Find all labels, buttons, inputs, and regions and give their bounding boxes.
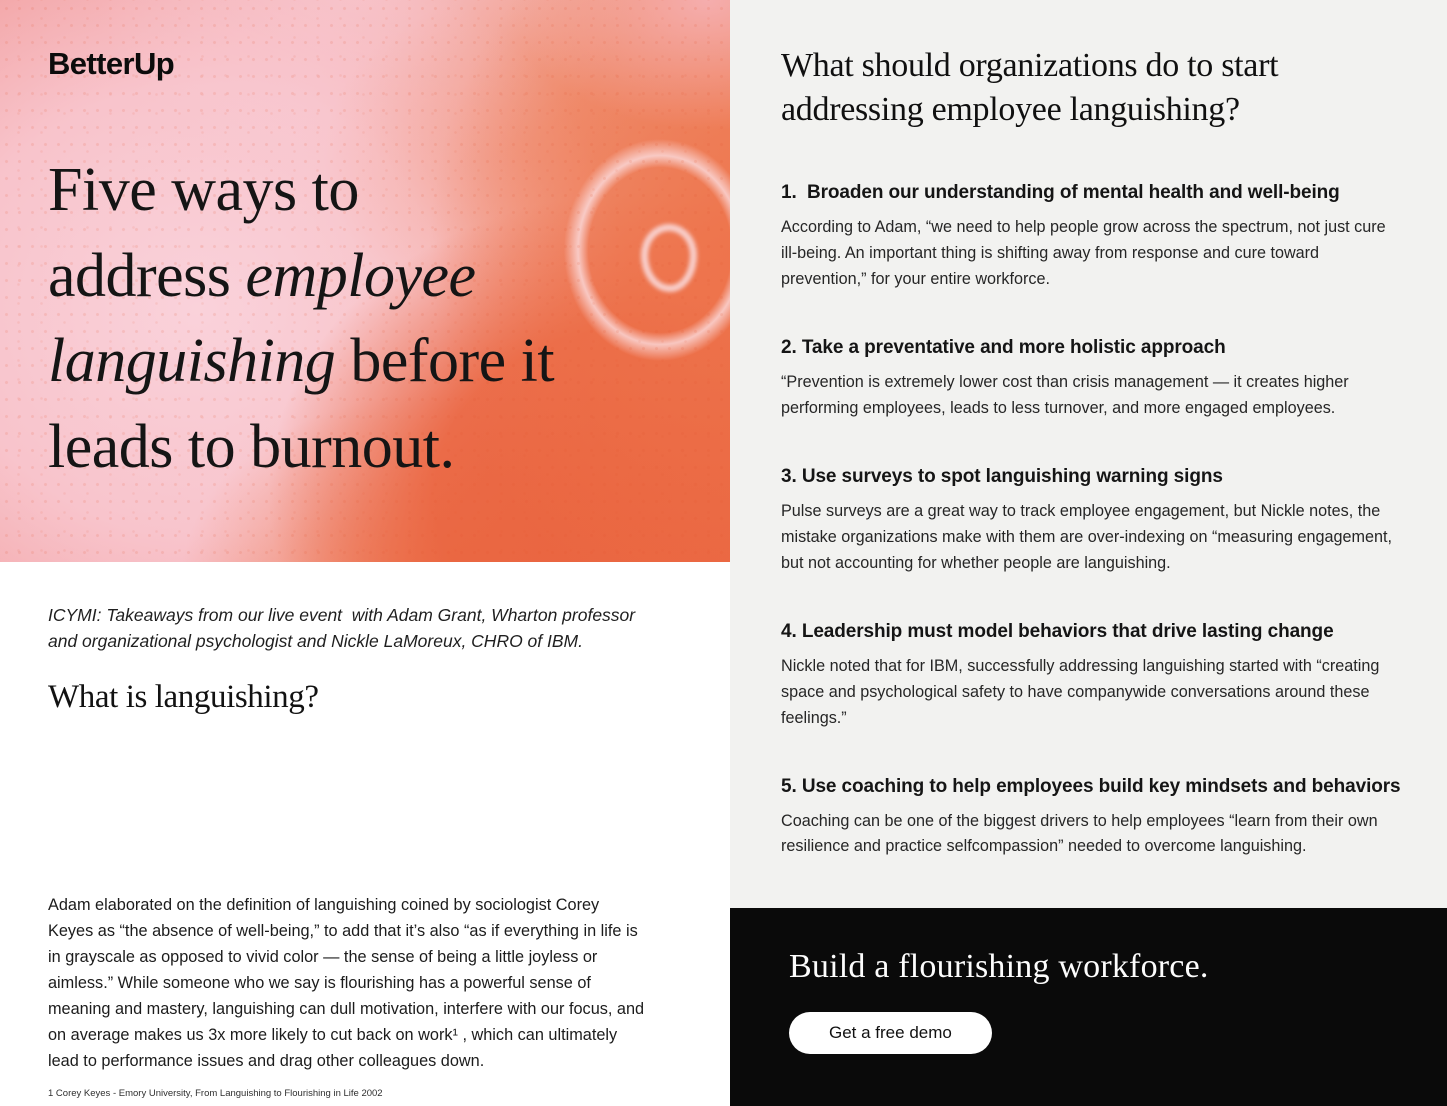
definition-paragraph: Adam elaborated on the definition of languishing coined by sociologist Corey Keyes as “the absence of well-being,” to add that it’s also “as if everything in life is in grayscale as opposed to vivid color — the sense of being a little joyless or aimless.” While someone who we say is flourishing has a powerful sense of meaning and mastery, languishing can dull motivation, interfere with our focus, and on average makes us 3x more likely to cut back on work¹ , which can ultimately lead to performance issues and drag other colleagues down. (48, 895, 645, 1070)
get-demo-button[interactable]: Get a free demo (789, 1012, 992, 1054)
water-droplet-shape (641, 224, 697, 292)
cta-footer (730, 908, 1447, 1106)
hero-title-text: address (48, 241, 246, 310)
hero-title-line-4: leads to burnout. (48, 412, 455, 481)
item-body: Coaching can be one of the biggest drivers to help employees “learn from their own resilience and practice selfcompassion” needed to overcome languishing. (781, 811, 1378, 856)
hero-title-line-3 (48, 319, 554, 405)
hero-title (48, 148, 554, 490)
item-body: According to Adam, “we need to help people grow across the spectrum, not just cure ill-being. An important thing is shifting away from response and cure toward prevention,” for your entire workforce. (781, 218, 1386, 289)
betterup-logo: BetterUp (48, 46, 175, 81)
item-body: Pulse surveys are a great way to track employee engagement, but Nickle notes, the mistake organizations make with them are over-indexing on “measuring engagement, but not accounting for whether people are languishing. (781, 501, 1392, 572)
list-item-4 (781, 621, 1403, 732)
citation-footnote: 1 Corey Keyes - Emory University, From Languishing to Flourishing in Life 2002 (48, 1087, 383, 1099)
item-heading: 5. Use coaching to help employees build key mindsets and behaviors (781, 775, 1401, 797)
right-column (730, 0, 1447, 1106)
list-item-3 (781, 466, 1403, 577)
section-heading: What is languishing? (48, 678, 319, 715)
item-heading: 4. Leadership must model behaviors that drive lasting change (781, 620, 1334, 642)
item-heading: 3. Use surveys to spot languishing warning signs (781, 465, 1223, 487)
list-item-5 (781, 776, 1403, 861)
hero-title-italic: employee (245, 241, 476, 310)
hero-title-italic: languishing (48, 327, 336, 396)
hero-title-text: before it (335, 327, 555, 396)
hero-image (0, 0, 730, 562)
question-heading: What should organizations do to start addressing employee languishing? (781, 47, 1279, 129)
list-item-1 (781, 182, 1403, 293)
event-note: ICYMI: Takeaways from our live event with Adam Grant, Wharton professor and organizational psychologist and Nickle LaMoreux, CHRO of IBM. (48, 605, 640, 652)
item-body: Nickle noted that for IBM, successfully addressing languishing started with “creating space and psychological safety to have companywide conversations around these feelings.” (781, 656, 1380, 727)
hero-title-line-2 (48, 234, 554, 320)
recommendation-list (781, 182, 1403, 860)
left-content (0, 562, 730, 1099)
item-body: “Prevention is extremely lower cost than crisis management — it creates higher performing employees, leads to less turnover, and more engaged employees. (781, 373, 1349, 418)
hero-title-line-1: Five ways to (48, 156, 359, 224)
footer-heading: Build a flourishing workforce. (789, 948, 1209, 985)
item-heading: 1. Broaden our understanding of mental health and well-being (781, 182, 1340, 204)
item-heading: 2. Take a preventative and more holistic approach (781, 337, 1226, 359)
list-item-2 (781, 337, 1403, 422)
right-content (730, 0, 1447, 908)
